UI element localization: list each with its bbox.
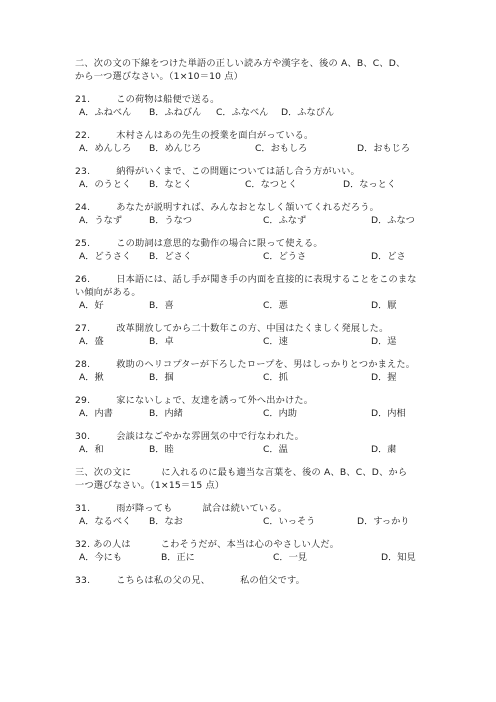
question-number: 32. [75,539,91,550]
question-number: 30. [75,431,91,442]
option-d[interactable]: D．なっとく [343,179,397,190]
question-text: あの人は [93,539,131,550]
question-number: 29. [75,395,91,406]
answer-options [75,214,435,227]
option-c[interactable]: C．どうさ [263,251,307,262]
question-number: 26. [75,274,91,285]
question-text: 会談はなごやかな雰囲気の中で行なわれた。 [116,431,304,442]
option-b[interactable]: B．どさく [149,251,193,262]
question-text: 試合は続いている。 [202,503,288,514]
question-21 [75,93,435,119]
option-d[interactable]: D．握 [371,372,397,383]
answer-options [75,443,435,456]
answer-options [75,250,435,263]
question-text: 私の伯父です。 [240,575,306,586]
question-24 [75,201,435,227]
option-d[interactable]: D．すっかり [357,516,410,527]
section-3-instructions [75,466,435,492]
question-number: 27. [75,323,91,334]
option-c[interactable]: C．速 [263,336,288,347]
instruction-text: 三、次の文に [75,467,132,478]
question-text: こちらは私の父の兄、 [116,575,211,586]
option-b[interactable]: B．睦 [149,444,174,455]
option-b[interactable]: B．めんじろ [149,143,202,154]
option-a[interactable]: A．なるべく [79,516,132,527]
question-26 [75,273,435,312]
option-b[interactable]: B．なお [149,516,183,527]
question-number: 21. [75,94,91,105]
question-text: こわそうだが、本当は心のやさしい人だ。 [160,539,340,550]
option-c[interactable]: C．抓 [263,372,288,383]
option-c[interactable]: C．いっそう [263,516,316,527]
option-c[interactable]: C．おもしろ [255,143,308,154]
option-a[interactable]: A．内書 [79,408,113,419]
option-b[interactable]: B．内緒 [149,408,183,419]
option-c[interactable]: C．悪 [263,300,288,311]
option-c[interactable]: C．ふなべん [216,107,269,118]
question-27 [75,322,435,348]
option-a[interactable]: A．今にも [79,552,123,563]
question-number: 22. [75,130,91,141]
option-a[interactable]: A．どうさく [79,251,132,262]
option-b[interactable]: B．卓 [149,336,174,347]
question-29 [75,394,435,420]
option-d[interactable]: D．ふなびん [281,107,335,118]
question-text: 雨が降っても [116,503,173,514]
instruction-line: 一つ選びなさい。（1×15＝15 点） [75,480,225,491]
answer-options [75,178,435,191]
answer-options [75,299,435,312]
option-d[interactable]: D．内相 [371,408,406,419]
option-c[interactable]: C．なつとく [245,179,298,190]
option-a[interactable]: A．好 [79,300,104,311]
question-text: 改革開放してから二十数年この方、中国はたくましく発展した。 [116,323,389,334]
question-32 [75,538,435,564]
question-text: 日本語には、話し手が聞き手の内面を直接的に表現することをこのまな [116,274,417,285]
option-b[interactable]: B．なとく [149,179,193,190]
answer-options [75,551,435,564]
option-d[interactable]: D．どさ [371,251,406,262]
option-c[interactable]: C．ふなず [263,215,307,226]
question-text: あなたが説明すれば、みんなおとなしく頷いてくれるだろう。 [116,202,380,213]
question-text: 家にないしょで、友達を誘って外へ出かけた。 [116,395,314,406]
option-a[interactable]: A．揪 [79,372,104,383]
option-a[interactable]: A．うなず [79,215,123,226]
section-2-instructions [75,57,435,83]
question-number: 24. [75,202,91,213]
question-text: 木村さんはあの先生の授業を面白がっている。 [116,130,314,141]
option-d[interactable]: D．逞 [371,336,397,347]
option-b[interactable]: B．喜 [149,300,174,311]
option-c[interactable]: C．一見 [273,552,307,563]
option-a[interactable]: A．のうとく [79,179,132,190]
option-d[interactable]: D．知見 [381,552,416,563]
question-text-continued: い傾向がある。 [75,287,141,298]
answer-options [75,371,435,384]
option-c[interactable]: C．内助 [263,408,297,419]
option-b[interactable]: B．掴 [149,372,174,383]
question-number: 28. [75,359,91,370]
question-text: 納得がいくまで、この問題については話し合う方がいい。 [116,166,360,177]
option-a[interactable]: A．和 [79,444,104,455]
option-a[interactable]: A．めんしろ [79,143,132,154]
question-22 [75,129,435,155]
question-25 [75,237,435,263]
instruction-text: に入れるのに最も適当な言葉を、後の A、B、C、D、から [161,467,408,478]
answer-options [75,407,435,420]
question-text: 救助のヘリコプターが下ろしたロープを、男はしっかりとつかまえた。 [116,359,416,370]
question-23 [75,165,435,191]
question-number: 23. [75,166,91,177]
question-31 [75,502,435,528]
option-b[interactable]: B．ふねびん [149,107,202,118]
instruction-line: から一つ選びなさい。（1×10＝10 点） [75,71,244,82]
option-d[interactable]: D．ふなつ [371,215,415,226]
option-c[interactable]: C．温 [263,444,288,455]
answer-options [75,515,435,528]
option-d[interactable]: D．粛 [371,444,397,455]
instruction-line: 二、次の文の下線をつけた単語の正しい読み方や漢字を、後の A、B、C、D、 [75,58,406,69]
question-30 [75,430,435,456]
question-text: この荷物は船便で送る。 [116,94,220,105]
option-a[interactable]: A．ふねべん [79,107,132,118]
question-33 [75,574,435,587]
answer-options [75,335,435,348]
question-number: 31. [75,503,91,514]
question-number: 25. [75,238,91,249]
question-text: この助詞は意思的な動作の場合に限って使える。 [116,238,323,249]
answer-options [75,106,435,119]
option-b[interactable]: B．うなつ [149,215,193,226]
option-d[interactable]: D．厭 [371,300,397,311]
question-28 [75,358,435,384]
question-number: 33. [75,575,91,586]
answer-options [75,142,435,155]
option-d[interactable]: D．おもじろ [357,143,411,154]
option-a[interactable]: A．盛 [79,336,104,347]
option-b[interactable]: B．正に [161,552,195,563]
exam-page [75,57,435,587]
